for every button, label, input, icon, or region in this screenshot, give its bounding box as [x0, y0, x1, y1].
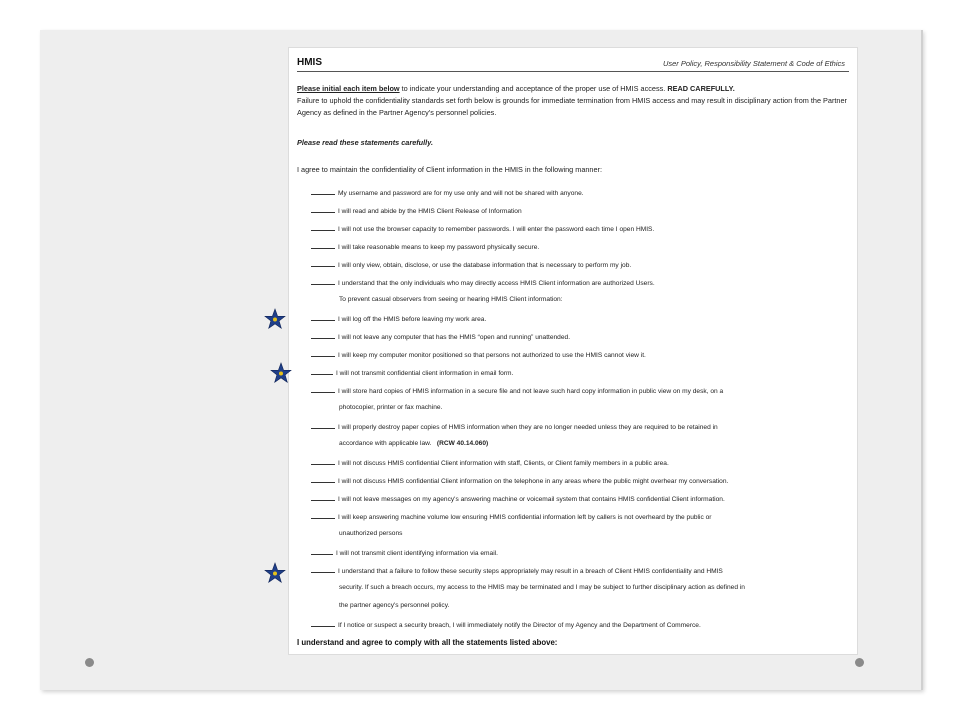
initial-blank[interactable]: [311, 278, 335, 285]
initial-blank[interactable]: [311, 476, 335, 483]
policy-item-text: I will not discuss HMIS confidential Client information with staff, Clients, or Client family members in a public area.: [338, 460, 669, 467]
intro-bold: READ CAREFULLY.: [667, 84, 735, 93]
initial-blank[interactable]: [311, 566, 335, 573]
policy-item-text: I will store hard copies of HMIS information in a secure file and not leave such hard copy information in public view on my desk, on a: [338, 388, 724, 395]
policy-item-text: If I notice or suspect a security breach, I will immediately notify the Director of my Agency and the Department of Commerce.: [338, 622, 701, 629]
intro-text-2: Failure to uphold the confidentiality standards set forth below is grounds for immediate termination from HMIS access and may result in disciplinary action from the Partner Agency as defined in the Partner Agency's personnel policies.: [297, 96, 847, 117]
initial-blank[interactable]: [311, 368, 333, 375]
initial-blank[interactable]: [311, 260, 335, 267]
initial-blank[interactable]: [311, 548, 333, 555]
initial-blank[interactable]: [311, 458, 335, 465]
policy-item-text: accordance with applicable law.: [339, 440, 432, 447]
intro-text-1: to indicate your understanding and acceptance of the proper use of HMIS access.: [399, 84, 668, 93]
policy-item-text: I will not transmit confidential client information in email form.: [336, 370, 514, 377]
initial-blank[interactable]: [311, 332, 335, 339]
policy-item-text: I will keep answering machine volume low ensuring HMIS confidential information left by callers is not overheard by the public or: [338, 514, 712, 521]
policy-item-text: I will read and abide by the HMIS Client Release of Information: [338, 208, 522, 215]
initial-blank[interactable]: [311, 224, 335, 231]
policy-item: [311, 188, 584, 197]
policy-item: [311, 620, 701, 629]
initial-blank[interactable]: [311, 242, 335, 249]
policy-item: [311, 494, 725, 503]
initial-blank[interactable]: [311, 350, 335, 357]
initial-blank[interactable]: [311, 314, 335, 321]
policy-item: [311, 512, 711, 521]
agree-statement: I agree to maintain the confidentiality of Client information in the HMIS in the following manner:: [297, 165, 603, 174]
initial-blank[interactable]: [311, 512, 335, 519]
policy-item-text: I will not leave messages on my agency's answering machine or voicemail system that contains HMIS confidential Client information.: [338, 496, 725, 503]
intro-lead: Please initial each item below: [297, 84, 400, 93]
policy-item: [311, 260, 631, 269]
initial-blank[interactable]: [311, 188, 335, 195]
policy-item-text: My username and password are for my use only and will not be shared with anyone.: [338, 190, 584, 197]
star-marker-icon: [264, 562, 286, 584]
policy-item-continuation: the partner agency's personnel policy.: [339, 602, 450, 609]
initial-blank[interactable]: [311, 386, 335, 393]
policy-item-continuation: [339, 440, 488, 447]
policy-item: [311, 224, 654, 233]
policy-item: [311, 278, 655, 287]
intro-paragraph: [297, 83, 849, 119]
policy-item-text: I will log off the HMIS before leaving my work area.: [338, 316, 487, 323]
casual-observers-subheading: To prevent casual observers from seeing or hearing HMIS Client information:: [339, 296, 563, 303]
policy-item-text: I will only view, obtain, disclose, or use the database information that is necessary to perform my job.: [338, 262, 632, 269]
policy-item: [311, 332, 570, 341]
slide-frame-edge: [921, 30, 923, 690]
star-marker-icon: [264, 308, 286, 330]
policy-document: [288, 47, 858, 655]
policy-item-text: I will not transmit client identifying information via email.: [336, 550, 498, 557]
policy-item: [311, 368, 513, 377]
slide-dot-left: [85, 658, 94, 667]
policy-item: [311, 458, 669, 467]
read-carefully-heading: Please read these statements carefully.: [297, 138, 434, 147]
policy-item: [311, 314, 486, 323]
closing-statement: I understand and agree to comply with all the statements listed above:: [297, 638, 558, 647]
policy-item: [311, 386, 723, 395]
policy-item: [311, 566, 723, 575]
policy-item: [311, 476, 728, 485]
policy-item-continuation: unauthorized persons: [339, 530, 403, 537]
policy-item-continuation: photocopier, printer or fax machine.: [339, 404, 443, 411]
policy-item-text: I understand that a failure to follow these security steps appropriately may result in a breach of Client HMIS confidentiality and HMIS: [338, 568, 723, 575]
initial-blank[interactable]: [311, 494, 335, 501]
initial-blank[interactable]: [311, 620, 335, 627]
policy-item: [311, 422, 718, 431]
policy-item-continuation: security. If such a breach occurs, my access to the HMIS may be terminated and I may be subject to further disciplinary action as defined in: [339, 584, 745, 591]
policy-item: [311, 242, 539, 251]
policy-item-text: I will not discuss HMIS confidential Client information on the telephone in any areas where the public might overhear my conversation.: [338, 478, 729, 485]
rcw-citation: (RCW 40.14.060): [436, 440, 489, 447]
slide-dot-right: [855, 658, 864, 667]
policy-item-text: I will properly destroy paper copies of HMIS information when they are no longer needed unless they are required to be retained in: [338, 424, 718, 431]
policy-item-text: I will take reasonable means to keep my password physically secure.: [338, 244, 540, 251]
policy-item-text: I understand that the only individuals who may directly access HMIS Client information are authorized Users.: [338, 280, 655, 287]
policy-item: [311, 350, 646, 359]
initial-blank[interactable]: [311, 422, 335, 429]
policy-item-text: I will keep my computer monitor positioned so that persons not authorized to use the HMIS cannot view it.: [338, 352, 646, 359]
document-title: User Policy, Responsibility Statement & Code of Ethics: [662, 59, 845, 68]
policy-item-text: I will not leave any computer that has the HMIS “open and running” unattended.: [338, 334, 571, 341]
policy-item: [311, 548, 498, 557]
initial-blank[interactable]: [311, 206, 335, 213]
policy-item: [311, 206, 522, 215]
document-header: [297, 57, 849, 72]
hmis-logo: HMIS: [297, 57, 322, 68]
policy-item-text: I will not use the browser capacity to remember passwords. I will enter the password each time I open HMIS.: [338, 226, 655, 233]
star-marker-icon: [270, 362, 292, 384]
